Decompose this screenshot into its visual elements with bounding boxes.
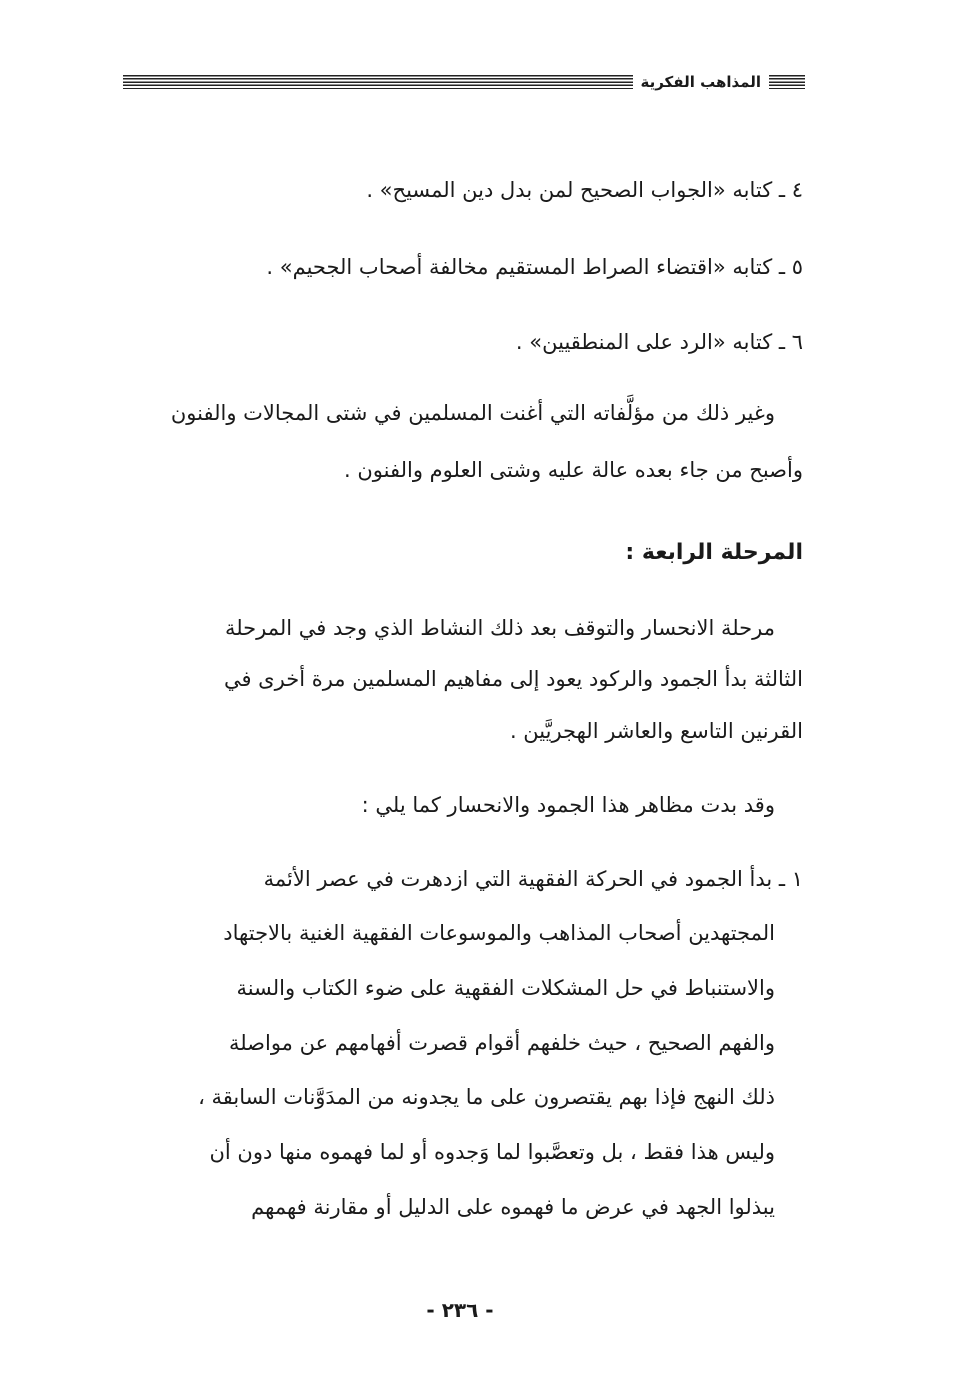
header-ornament (769, 75, 805, 89)
list-item-4: ٤ ـ كتابه «الجواب الصحيح لمن بدل دين المسيح» . (366, 178, 803, 202)
point1-line: والفهم الصحيح ، حيث خلفهم أقوام قصرت أفهامهم عن مواصلة (228, 1031, 775, 1055)
paragraph2-line: القرنين التاسع والعاشر الهجريَّين . (509, 719, 803, 743)
header-title: المذاهب الفكرية (640, 73, 761, 91)
point1-line: وليس هذا فقط ، بل وتعصَّبوا لما وَجدوه أو لما فهموه منها دون أن (209, 1140, 775, 1164)
point1-line: ذلك النهج فإذا بهم يقتصرون على ما يجدونه من المدَوَّنات السابقة ، (198, 1085, 775, 1109)
header-rule (123, 75, 633, 89)
point1-line: يبذلوا الجهد في عرض ما فهموه على الدليل أو مقارنة فهمهم (251, 1195, 775, 1219)
list-item-5: ٥ ـ كتابه «اقتضاء الصراط المستقيم مخالفة أصحاب الجحيم» . (266, 255, 803, 279)
paragraph3-line: وقد بدت مظاهر هذا الجمود والانحسار كما يلي : (361, 793, 775, 817)
list-item-6: ٦ ـ كتابه «الرد على المنطقيين» . (515, 330, 803, 354)
paragraph2-line: الثالثة بدأ الجمود والركود يعود إلى مفاهيم المسلمين مرة أخرى في (223, 667, 803, 691)
paragraph2-line: مرحلة الانحسار والتوقف بعد ذلك النشاط الذي وجد في المرحلة (224, 616, 775, 640)
paragraph1-line: وأصبح من جاء بعده عالة عليه وشتى العلوم والفنون . (344, 458, 803, 482)
paragraph1-line: وغير ذلك من مؤلَّفاته التي أغنت المسلمين في شتى المجالات والفنون (170, 401, 775, 425)
point1-line: المجتهدين أصحاب المذاهب والموسوعات الفقهية الغنية بالاجتهاد (223, 921, 775, 945)
page-number: - ٢٣٦ - (426, 1298, 494, 1322)
point1-line: ١ ـ بدأ الجمود في الحركة الفقهية التي ازدهرت في عصر الأئمة (263, 867, 803, 891)
section-heading: المرحلة الرابعة : (625, 540, 803, 565)
point1-line: والاستنباط في حل المشكلات الفقهية على ضوء الكتاب والسنة (236, 976, 775, 1000)
running-header (123, 70, 805, 94)
